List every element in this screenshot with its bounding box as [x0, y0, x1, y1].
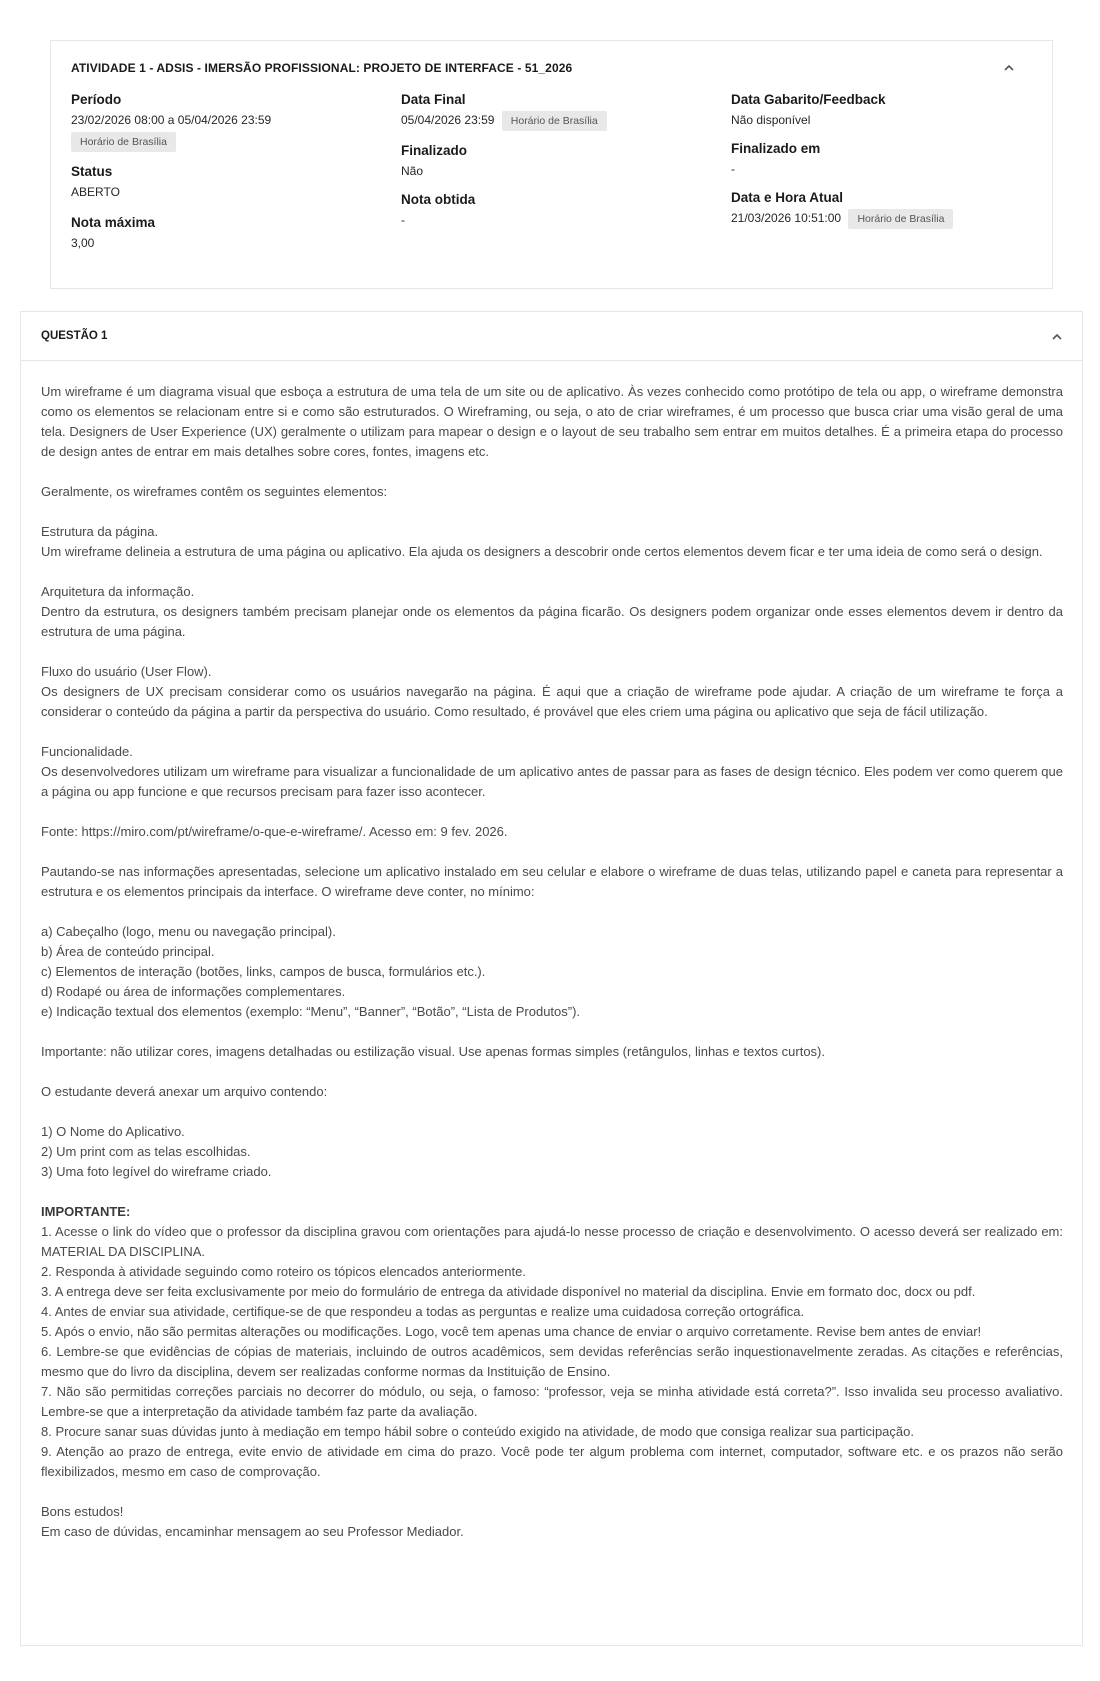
- field-label: Status: [71, 164, 113, 179]
- important-item: 3. A entrega deve ser feita exclusivamente por meio do formulário de entrega da atividade disponível no material da disciplina. Envie em formato doc, docx ou pdf.: [41, 1284, 976, 1299]
- elements-intro: Geralmente, os wireframes contêm os seguintes elementos:: [41, 484, 388, 499]
- question-title: QUESTÃO 1: [41, 330, 108, 342]
- field-data-gabarito: [731, 91, 1031, 129]
- important-heading: IMPORTANTE:: [41, 1204, 131, 1219]
- field-periodo: [71, 91, 391, 152]
- timezone-badge: Horário de Brasília: [502, 111, 607, 131]
- field-nota-obtida: [401, 191, 721, 229]
- timezone-badge: Horário de Brasília: [848, 209, 953, 229]
- important-item: 8. Procure sanar suas dúvidas junto à mediação em tempo hábil sobre o conteúdo exigido na atividade, de modo que consiga realizar sua participação.: [41, 1424, 914, 1439]
- field-status: [71, 163, 391, 201]
- important-item: 9. Atenção ao prazo de entrega, evite envio de atividade em cima do prazo. Você pode ter algum problema com internet, computador, software etc. e os prazos não serão flexibilizados, mesmo em caso de comprovação.: [41, 1444, 1063, 1479]
- collapse-question-button[interactable]: [1050, 332, 1064, 342]
- section-heading: Arquitetura da informação.: [41, 584, 195, 599]
- section-heading: Funcionalidade.: [41, 744, 133, 759]
- field-value: Não disponível: [731, 113, 811, 127]
- chevron-up-icon: [1004, 65, 1014, 71]
- field-finalizado-em: [731, 140, 1031, 178]
- requirement-item: d) Rodapé ou área de informações complementares.: [41, 984, 346, 999]
- activity-summary-card: [50, 40, 1053, 289]
- field-label: Data e Hora Atual: [731, 190, 844, 205]
- activity-column-1: [71, 91, 391, 252]
- activity-column-3: [731, 91, 1031, 229]
- field-data-final: [401, 91, 721, 131]
- attachment-item: 1) O Nome do Aplicativo.: [41, 1124, 185, 1139]
- field-value: -: [401, 213, 405, 227]
- chevron-up-icon: [1052, 334, 1062, 340]
- section-text: Um wireframe delineia a estrutura de uma página ou aplicativo. Ela ajuda os designers a descobrir onde certos elementos devem ficar e ter uma ideia de como será o design.: [41, 544, 1043, 559]
- collapse-activity-button[interactable]: [1002, 63, 1016, 73]
- status-value: ABERTO: [71, 185, 120, 199]
- question-card: [20, 311, 1083, 1646]
- field-finalizado: [401, 142, 721, 180]
- attachment-intro: O estudante deverá anexar um arquivo contendo:: [41, 1084, 328, 1099]
- important-item: 7. Não são permitidas correções parciais no decorrer do módulo, ou seja, o famoso: “professor, veja se minha atividade está correta?”. Isso invalida seu processo avaliativo. Lembre-se que a interpretação da atividade também faz parte da avaliação.: [41, 1384, 1063, 1419]
- requirement-item: a) Cabeçalho (logo, menu ou navegação principal).: [41, 924, 336, 939]
- section-text: Dentro da estrutura, os designers também precisam planejar onde os elementos da página ficarão. Os designers podem organizar onde esses elementos devem ir dentro da estrutura de uma página.: [41, 604, 1063, 639]
- requirement-item: b) Área de conteúdo principal.: [41, 944, 215, 959]
- important-note: Importante: não utilizar cores, imagens detalhadas ou estilização visual. Use apenas formas simples (retângulos, linhas e textos curtos).: [41, 1044, 825, 1059]
- field-value: 3,00: [71, 236, 95, 250]
- closing-line: Bons estudos!: [41, 1504, 124, 1519]
- section-heading: Fluxo do usuário (User Flow).: [41, 664, 212, 679]
- source-citation: Fonte: https://miro.com/pt/wireframe/o-que-e-wireframe/. Acesso em: 9 fev. 2026.: [41, 824, 508, 839]
- activity-column-2: [401, 91, 721, 229]
- requirement-item: c) Elementos de interação (botões, links, campos de busca, formulários etc.).: [41, 964, 486, 979]
- attachment-item: 3) Uma foto legível do wireframe criado.: [41, 1164, 272, 1179]
- field-label: Data Gabarito/Feedback: [731, 92, 886, 107]
- question-statement: [41, 382, 1063, 1542]
- timezone-badge: Horário de Brasília: [71, 132, 176, 152]
- intro-paragraph: Um wireframe é um diagrama visual que esboça a estrutura de uma tela de um site ou de aplicativo. Às vezes conhecido como protótipo de tela ou app, o wireframe demonstra como os elementos se relacionam entre si e como são estruturados. O Wireframing, ou seja, o ato de criar wireframes, é um processo que busca criar uma visão geral de uma tela. Designers de User Experience (UX) geralmente o utilizam para mapear o design e o layout de seu trabalho sem entrar em muitos detalhes. É a primeira etapa do processo de design antes de entrar em mais detalhes sobre cores, fontes, imagens etc.: [41, 384, 1063, 459]
- important-item: 4. Antes de enviar sua atividade, certifique-se de que respondeu a todas as perguntas e realize uma cuidadosa correção ortográfica.: [41, 1304, 805, 1319]
- question-header[interactable]: [21, 312, 1082, 361]
- field-nota-maxima: [71, 214, 391, 252]
- important-item: 5. Após o envio, não são permitas alterações ou modificações. Logo, você tem apenas uma chance de enviar o arquivo corretamente. Revise bem antes de enviar!: [41, 1324, 982, 1339]
- field-value: Não: [401, 164, 424, 178]
- field-label: Finalizado: [401, 143, 468, 158]
- activity-title: ATIVIDADE 1 - ADSIS - IMERSÃO PROFISSIONAL: PROJETO DE INTERFACE - 51_2026: [71, 61, 573, 75]
- field-value: 23/02/2026 08:00 a 05/04/2026 23:59: [71, 113, 272, 127]
- task-instructions: Pautando-se nas informações apresentadas, selecione um aplicativo instalado em seu celular e elabore o wireframe de duas telas, utilizando papel e caneta para representar a estrutura e os elementos principais da interface. O wireframe deve conter, no mínimo:: [41, 864, 1063, 899]
- important-item: 2. Responda à atividade seguindo como roteiro os tópicos elencados anteriormente.: [41, 1264, 526, 1279]
- requirement-item: e) Indicação textual dos elementos (exemplo: “Menu”, “Banner”, “Botão”, “Lista de Produtos”).: [41, 1004, 581, 1019]
- field-label: Finalizado em: [731, 141, 821, 156]
- field-value: -: [731, 162, 735, 176]
- field-label: Data Final: [401, 92, 466, 107]
- field-label: Nota máxima: [71, 215, 156, 230]
- important-item: 1. Acesse o link do vídeo que o professor da disciplina gravou com orientações para ajudá-lo nesse processo de criação e desenvolvimento. O acesso deverá ser realizado em: MATERIAL DA DISCIPLINA.: [41, 1224, 1063, 1259]
- field-value: 21/03/2026 10:51:00: [731, 211, 842, 226]
- attachment-item: 2) Um print com as telas escolhidas.: [41, 1144, 251, 1159]
- field-label: Período: [71, 92, 122, 107]
- section-text: Os desenvolvedores utilizam um wireframe para visualizar a funcionalidade de um aplicativo antes de passar para as fases de design técnico. Eles podem ver como querem que a página ou app funcione e que recursos precisam para fazer isso acontecer.: [41, 764, 1063, 799]
- closing-line: Em caso de dúvidas, encaminhar mensagem ao seu Professor Mediador.: [41, 1524, 464, 1539]
- section-text: Os designers de UX precisam considerar como os usuários navegarão na página. É aqui que a criação de wireframe pode ajudar. A criação de um wireframe te força a considerar o conteúdo da página a partir da perspectiva do usuário. Como resultado, é provável que eles criem uma página ou aplicativo que seja de fácil utilização.: [41, 684, 1063, 719]
- important-item: 6. Lembre-se que evidências de cópias de materiais, incluindo de outros acadêmicos, sem devidas referências serão inquestionavelmente zeradas. As citações e referências, mesmo que do livro da disciplina, devem ser realizadas conforme normas da Instituição de Ensino.: [41, 1344, 1063, 1379]
- field-value: 05/04/2026 23:59: [401, 113, 495, 128]
- section-heading: Estrutura da página.: [41, 524, 159, 539]
- field-label: Nota obtida: [401, 192, 476, 207]
- field-data-hora-atual: [731, 189, 1031, 229]
